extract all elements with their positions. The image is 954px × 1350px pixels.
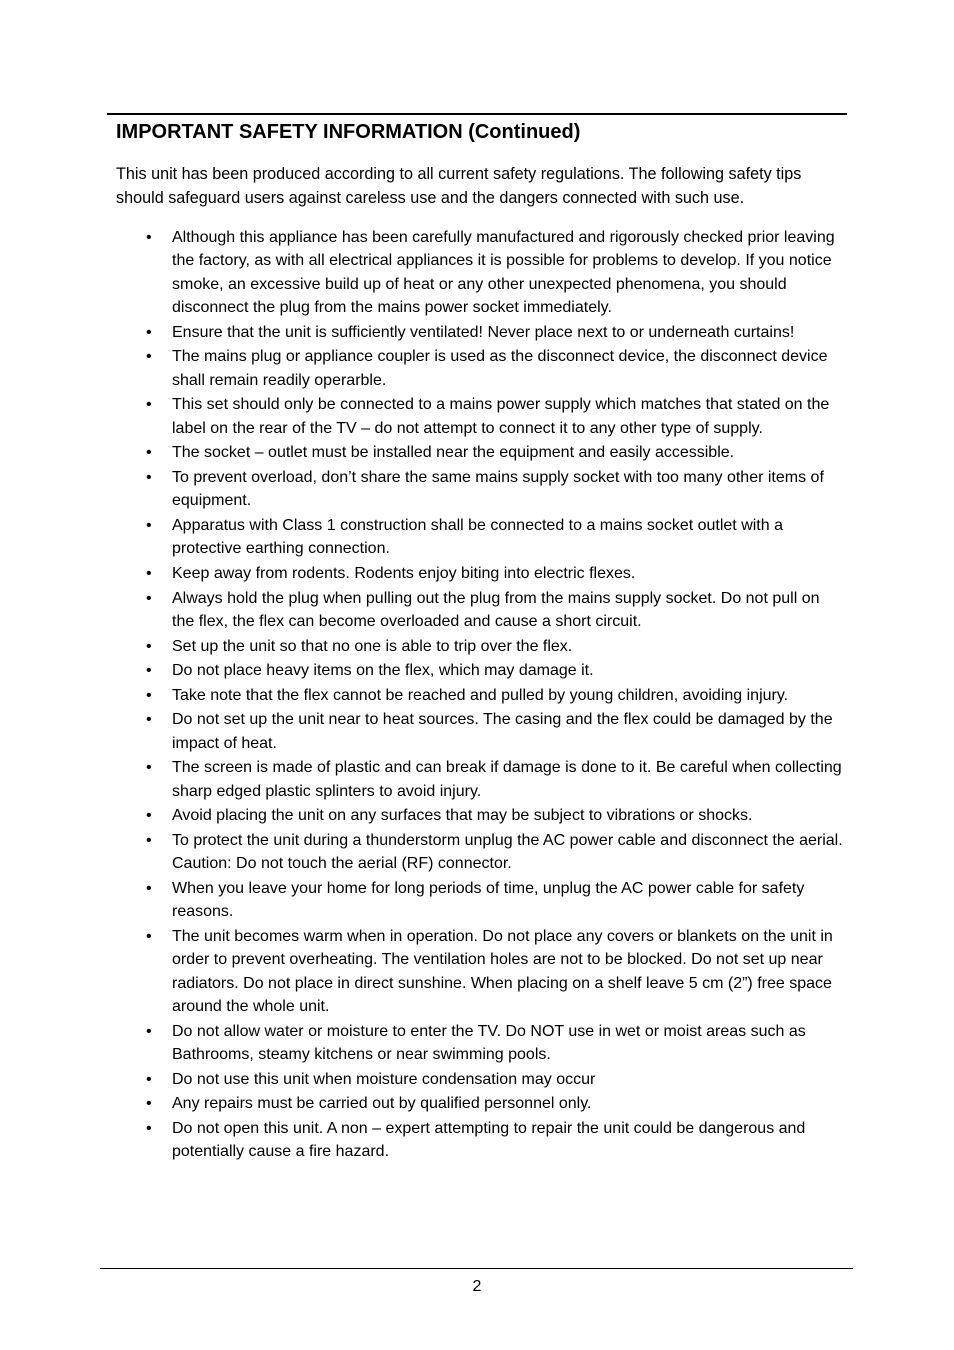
bullet-icon: • [146, 662, 152, 680]
list-item [146, 635, 846, 658]
safety-list [146, 226, 846, 1165]
list-item [146, 514, 846, 561]
bullet-icon: • [146, 517, 152, 534]
bullet-icon: • [146, 565, 152, 582]
list-item-text: Keep away from rodents. Rodents enjoy biting into electric flexes. [172, 565, 636, 582]
list-item [146, 321, 846, 344]
list-item [146, 562, 846, 585]
list-item-text: Do not set up the unit near to heat sources. The casing and the flex could be damaged by the impact of heat. [172, 711, 833, 752]
bullet-icon: • [146, 686, 152, 704]
list-item [146, 1117, 846, 1164]
list-item [146, 441, 846, 464]
bullet-icon: • [146, 1070, 152, 1088]
list-item [146, 829, 846, 876]
list-item-text: The screen is made of plastic and can break if damage is done to it. Be careful when collecting sharp edged plastic splinters to avoid injury. [172, 759, 842, 800]
bullet-icon: • [146, 1119, 152, 1137]
bullet-icon: • [146, 879, 152, 897]
list-item-text: The mains plug or appliance coupler is used as the disconnect device, the disconnect device shall remain readily operarble. [172, 348, 828, 389]
bullet-icon: • [146, 711, 152, 729]
list-item-text: Do not place heavy items on the flex, which may damage it. [172, 662, 594, 680]
list-item [146, 466, 846, 513]
list-item [146, 877, 846, 924]
list-item-text: Set up the unit so that no one is able to trip over the flex. [172, 637, 573, 655]
list-item-text: The unit becomes warm when in operation. Do not place any covers or blankets on the unit in order to prevent overheating. The ventilation holes are not to be blocked. Do not set up near radiators. Do not place in direct sunshine. When placing on a shelf leave 5 cm (2”) free space around the whole unit. [172, 927, 833, 1016]
bullet-icon: • [146, 348, 152, 366]
list-item [146, 804, 846, 827]
bullet-icon: • [146, 396, 152, 414]
list-item-text: Take note that the flex cannot be reached and pulled by young children, avoiding injury. [172, 686, 789, 704]
list-item [146, 1068, 846, 1091]
bullet-icon: • [146, 1022, 152, 1040]
list-item [146, 684, 846, 707]
page-title: IMPORTANT SAFETY INFORMATION (Continued) [116, 121, 581, 143]
list-item [146, 587, 846, 634]
list-item-text: To prevent overload, don’t share the same mains supply socket with too many other items of equipment. [172, 469, 824, 510]
list-item-text: The socket – outlet must be installed near the equipment and easily accessible. [172, 444, 735, 462]
bullet-icon: • [146, 469, 152, 486]
list-item [146, 1020, 846, 1067]
list-item [146, 659, 846, 682]
list-item-text: This set should only be connected to a mains power supply which matches that stated on the label on the rear of the TV – do not attempt to connect it to any other type of supply. [172, 396, 830, 437]
intro-paragraph: This unit has been produced according to all current safety regulations. The following safety tips should safeguard users against careless use and the dangers connected with such use. [116, 165, 802, 207]
list-item-text: Ensure that the unit is sufficiently ventilated! Never place next to or underneath curtains! [172, 323, 795, 341]
list-item-text: Although this appliance has been carefully manufactured and rigorously checked prior leaving the factory, as with all electrical appliances it is possible for problems to develop. If you notice smoke, an excessive build up of heat or any other unexpected phenomena, you should disconnect the plug from the mains power socket immediately. [172, 229, 835, 317]
bullet-icon: • [146, 807, 152, 825]
list-item [146, 708, 846, 755]
bullet-icon: • [146, 1095, 152, 1113]
list-item-text: Do not use this unit when moisture condensation may occur [172, 1070, 596, 1088]
bullet-icon: • [146, 831, 152, 849]
bullet-icon: • [146, 323, 152, 341]
page-number: 2 [472, 1278, 482, 1295]
bullet-icon: • [146, 589, 152, 607]
list-item-text: Always hold the plug when pulling out the plug from the mains supply socket. Do not pull on the flex, the flex can become overloaded and cause a short circuit. [172, 589, 820, 630]
bullet-icon: • [146, 637, 152, 655]
list-item [146, 345, 846, 392]
bullet-icon: • [146, 444, 152, 462]
list-item-text: Do not allow water or moisture to enter the TV. Do NOT use in wet or moist areas such as Bathrooms, steamy kitchens or near swimming pools. [172, 1022, 806, 1064]
list-item [146, 393, 846, 440]
bullet-icon: • [146, 759, 152, 777]
list-item-text: Any repairs must be carried out by qualified personnel only. [172, 1095, 592, 1113]
footer-rule [100, 1268, 853, 1269]
list-item [146, 756, 846, 803]
list-item [146, 1092, 846, 1115]
list-item-text: Apparatus with Class 1 construction shall be connected to a mains socket outlet with a protective earthing connection. [172, 517, 783, 558]
bullet-icon: • [146, 229, 152, 246]
list-item-text: To protect the unit during a thunderstorm unplug the AC power cable and disconnect the aerial. Caution: Do not touch the aerial (RF) connector. [172, 831, 843, 873]
list-item-text: Do not open this unit. A non – expert attempting to repair the unit could be dangerous and potentially cause a fire hazard. [172, 1119, 806, 1161]
list-item-text: Avoid placing the unit on any surfaces that may be subject to vibrations or shocks. [172, 807, 753, 825]
list-item [146, 226, 846, 320]
list-item-text: When you leave your home for long periods of time, unplug the AC power cable for safety reasons. [172, 879, 805, 921]
bullet-icon: • [146, 927, 152, 945]
list-item [146, 925, 846, 1019]
header-rule [107, 113, 847, 115]
